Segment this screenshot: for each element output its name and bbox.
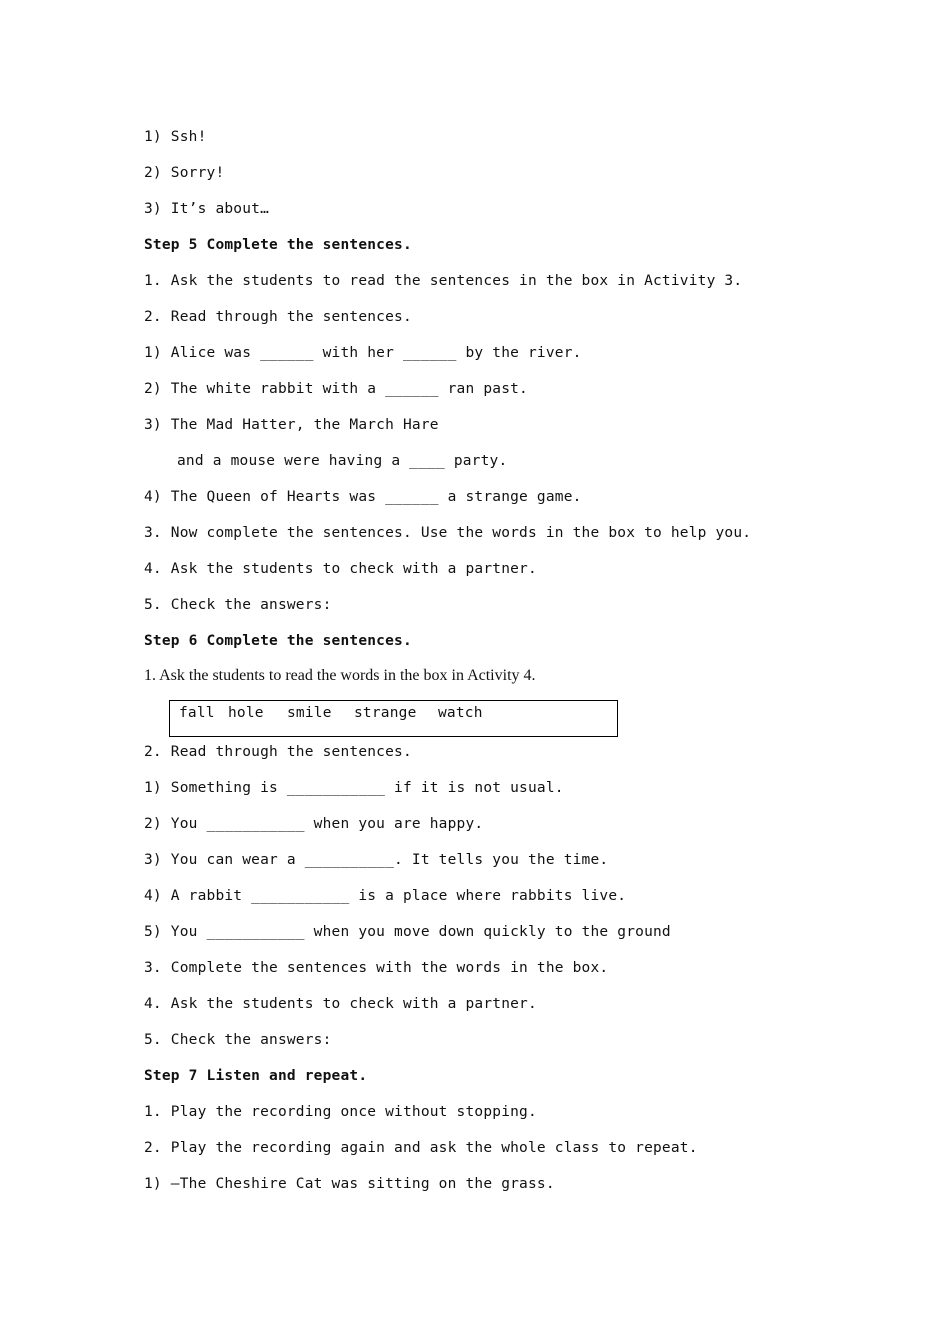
step-5-sentence-1: 1) Alice was ______ with her ______ by the river. (144, 345, 582, 361)
word-box (169, 700, 618, 737)
word-box-item: smile (287, 705, 332, 721)
step-5-sentence-3b: and a mouse were having a ____ party. (177, 453, 508, 469)
step-6-heading: Step 6 Complete the sentences. (144, 633, 412, 649)
step-5-sentence-3a: 3) The Mad Hatter, the March Hare (144, 417, 439, 433)
step-6-sentence-4: 4) A rabbit ___________ is a place where rabbits live. (144, 888, 627, 904)
dialogue-line-3: 3) It’s about… (144, 201, 270, 217)
step-5-sentence-4: 4) The Queen of Hearts was ______ a strange game. (144, 489, 582, 505)
step-5-instruction-4: 4. Ask the students to check with a partner. (144, 561, 537, 577)
step-5-heading: Step 5 Complete the sentences. (144, 237, 412, 253)
step-6-instruction-3: 3. Complete the sentences with the words in the box. (144, 960, 609, 976)
step-6-instruction-5: 5. Check the answers: (144, 1032, 332, 1048)
step-6-sentence-2: 2) You ___________ when you are happy. (144, 816, 484, 832)
step-7-sentence-1: 1) —The Cheshire Cat was sitting on the grass. (144, 1176, 555, 1192)
step-7-instruction-2: 2. Play the recording again and ask the whole class to repeat. (144, 1140, 698, 1156)
word-box-item: strange (354, 705, 417, 721)
step-5-instruction-1: 1. Ask the students to read the sentences in the box in Activity 3. (144, 273, 743, 289)
step-6-instruction-2: 2. Read through the sentences. (144, 744, 412, 760)
step-6-sentence-1: 1) Something is ___________ if it is not usual. (144, 780, 564, 796)
dialogue-line-2: 2) Sorry! (144, 165, 225, 181)
step-5-instruction-2: 2. Read through the sentences. (144, 309, 412, 325)
step-6-sentence-5: 5) You ___________ when you move down quickly to the ground (144, 924, 671, 940)
dialogue-line-1: 1) Ssh! (144, 129, 207, 145)
word-box-item: hole (228, 705, 264, 721)
step-7-instruction-1: 1. Play the recording once without stopping. (144, 1104, 537, 1120)
step-5-instruction-5: 5. Check the answers: (144, 597, 332, 613)
step-5-instruction-3: 3. Now complete the sentences. Use the words in the box to help you. (144, 525, 752, 541)
step-7-heading: Step 7 Listen and repeat. (144, 1068, 368, 1084)
word-box-item: watch (438, 705, 483, 721)
step-6-instruction-4: 4. Ask the students to check with a partner. (144, 996, 537, 1012)
step-6-instruction-1: 1. Ask the students to read the words in the box in Activity 4. (144, 667, 536, 684)
word-box-item: fall (179, 705, 215, 721)
step-5-sentence-2: 2) The white rabbit with a ______ ran past. (144, 381, 528, 397)
step-6-sentence-3: 3) You can wear a __________. It tells you the time. (144, 852, 609, 868)
